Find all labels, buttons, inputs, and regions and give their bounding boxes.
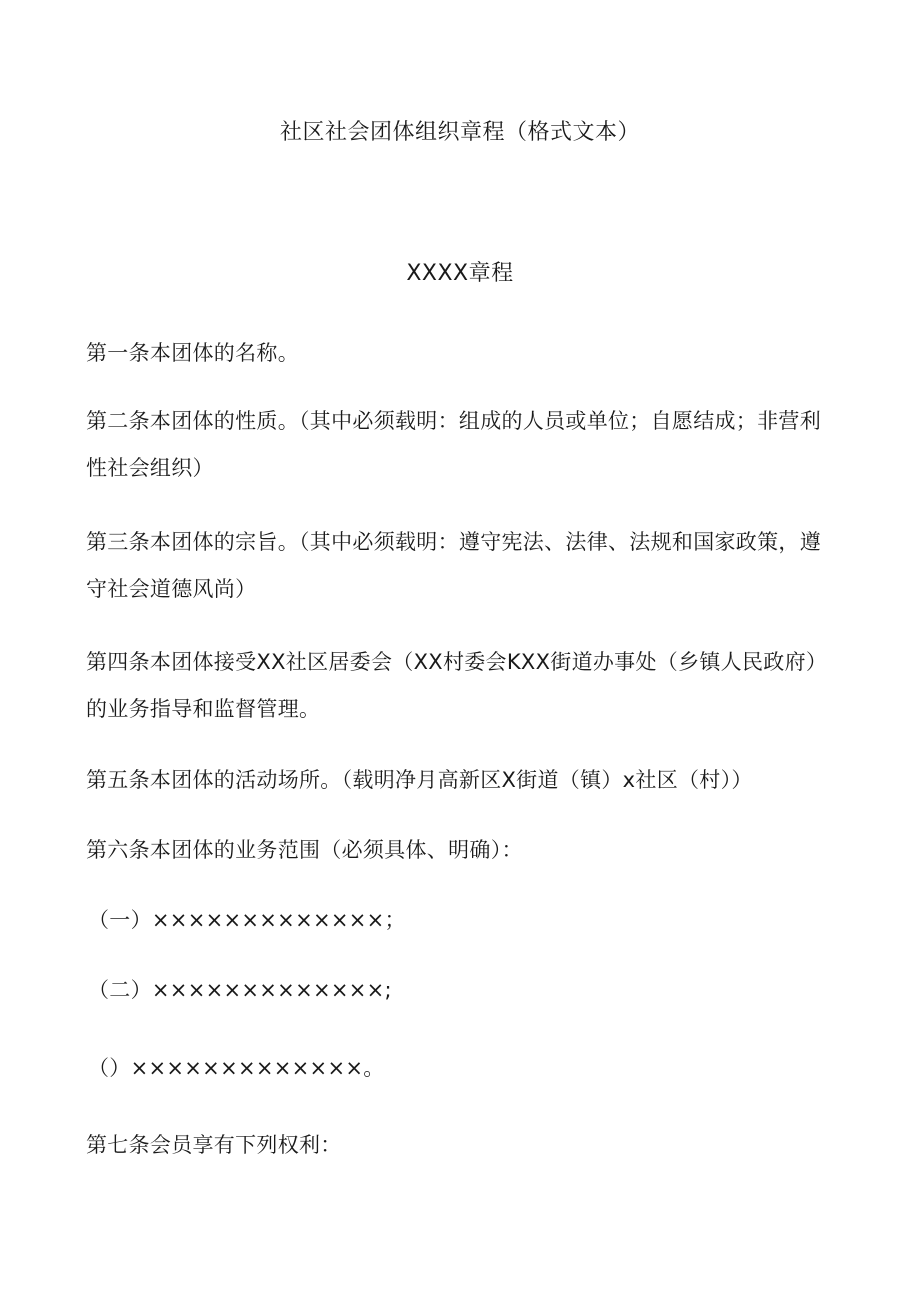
article-5: 第五条本团体的活动场所。（载明净月高新区X街道（镇）x社区（村）） [86,768,753,792]
scope-item-2: （二）×××××××××××××; [88,978,392,1002]
scope-item-1: （一）×××××××××××××； [88,908,406,932]
article-1: 第一条本团体的名称。 [86,341,299,365]
scope-item-3: （）×××××××××××××。 [88,1056,385,1080]
article-6: 第六条本团体的业务范围（必须具体、明确）： [86,838,523,862]
article-2: 第二条本团体的性质。（其中必须载明：组成的人员或单位；自愿结成；非营利性社会组织） [86,409,821,480]
article-3: 第三条本团体的宗旨。（其中必须载明：遵守宪法、法律、法规和国家政策，遵守社会道德风尚） [86,530,821,601]
document-title: 社区社会团体组织章程（格式文本） [279,120,640,145]
article-7: 第七条会员享有下列权利： [86,1133,342,1157]
charter-title: XXXX章程 [406,261,514,286]
article-4: 第四条本团体接受XX社区居委会（XX村委会KXX街道办事处（乡镇人民政府）的业务指导和监督管理。 [86,650,828,721]
